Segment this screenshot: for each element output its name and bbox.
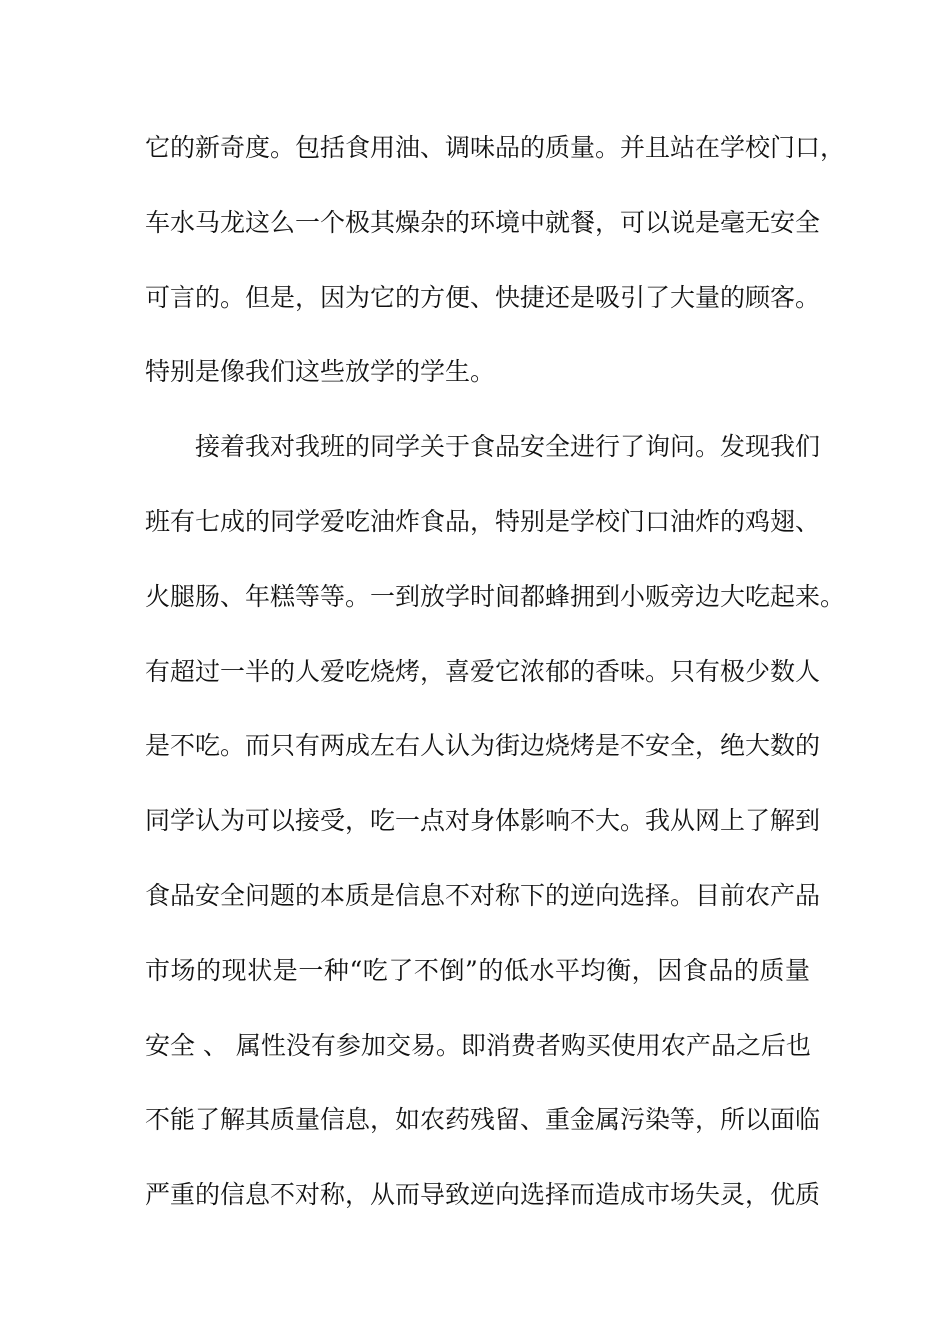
text-line-5: 接着我对我班的同学关于食品安全进行了询问。发现我们 — [195, 432, 821, 462]
text-line-15: 严重的信息不对称，从而导致逆向选择而造成市场失灵，优质 — [145, 1180, 821, 1210]
text-line-3: 可言的。但是，因为它的方便、快捷还是吸引了大量的顾客。 — [145, 282, 821, 312]
text-line-4: 特别是像我们这些放学的学生。 — [145, 357, 496, 387]
text-line-2: 车水马龙这么一个极其燥杂的环境中就餐，可以说是毫无安全 — [145, 207, 821, 237]
text-line-6: 班有七成的同学爱吃油炸食品，特别是学校门口油炸的鸡翅、 — [145, 506, 821, 536]
text-line-14: 不能了解其质量信息，如农药残留、重金属污染等，所以面临 — [145, 1105, 821, 1135]
text-line-12: 市场的现状是一种“吃了不倒”的低水平均衡，因食品的质量 — [145, 955, 810, 985]
text-line-10: 同学认为可以接受，吃一点对身体影响不大。我从网上了解到 — [145, 806, 821, 836]
text-line-8: 有超过一半的人爱吃烧烤，喜爱它浓郁的香味。只有极少数人 — [145, 656, 821, 686]
text-line-9: 是不吃。而只有两成左右人认为街边烧烤是不安全，绝大数的 — [145, 731, 821, 761]
text-line-13: 安全 、 属性没有参加交易。即消费者购买使用农产品之后也 — [145, 1030, 811, 1060]
text-line-7: 火腿肠、年糕等等。一到放学时间都蜂拥到小贩旁边大吃起来。 — [145, 581, 846, 611]
text-line-1: 它的新奇度。包括食用油、调味品的质量。并且站在学校门口， — [145, 133, 846, 162]
body-text — [145, 124, 846, 1246]
text-line-11: 食品安全问题的本质是信息不对称下的逆向选择。目前农产品 — [145, 880, 821, 910]
